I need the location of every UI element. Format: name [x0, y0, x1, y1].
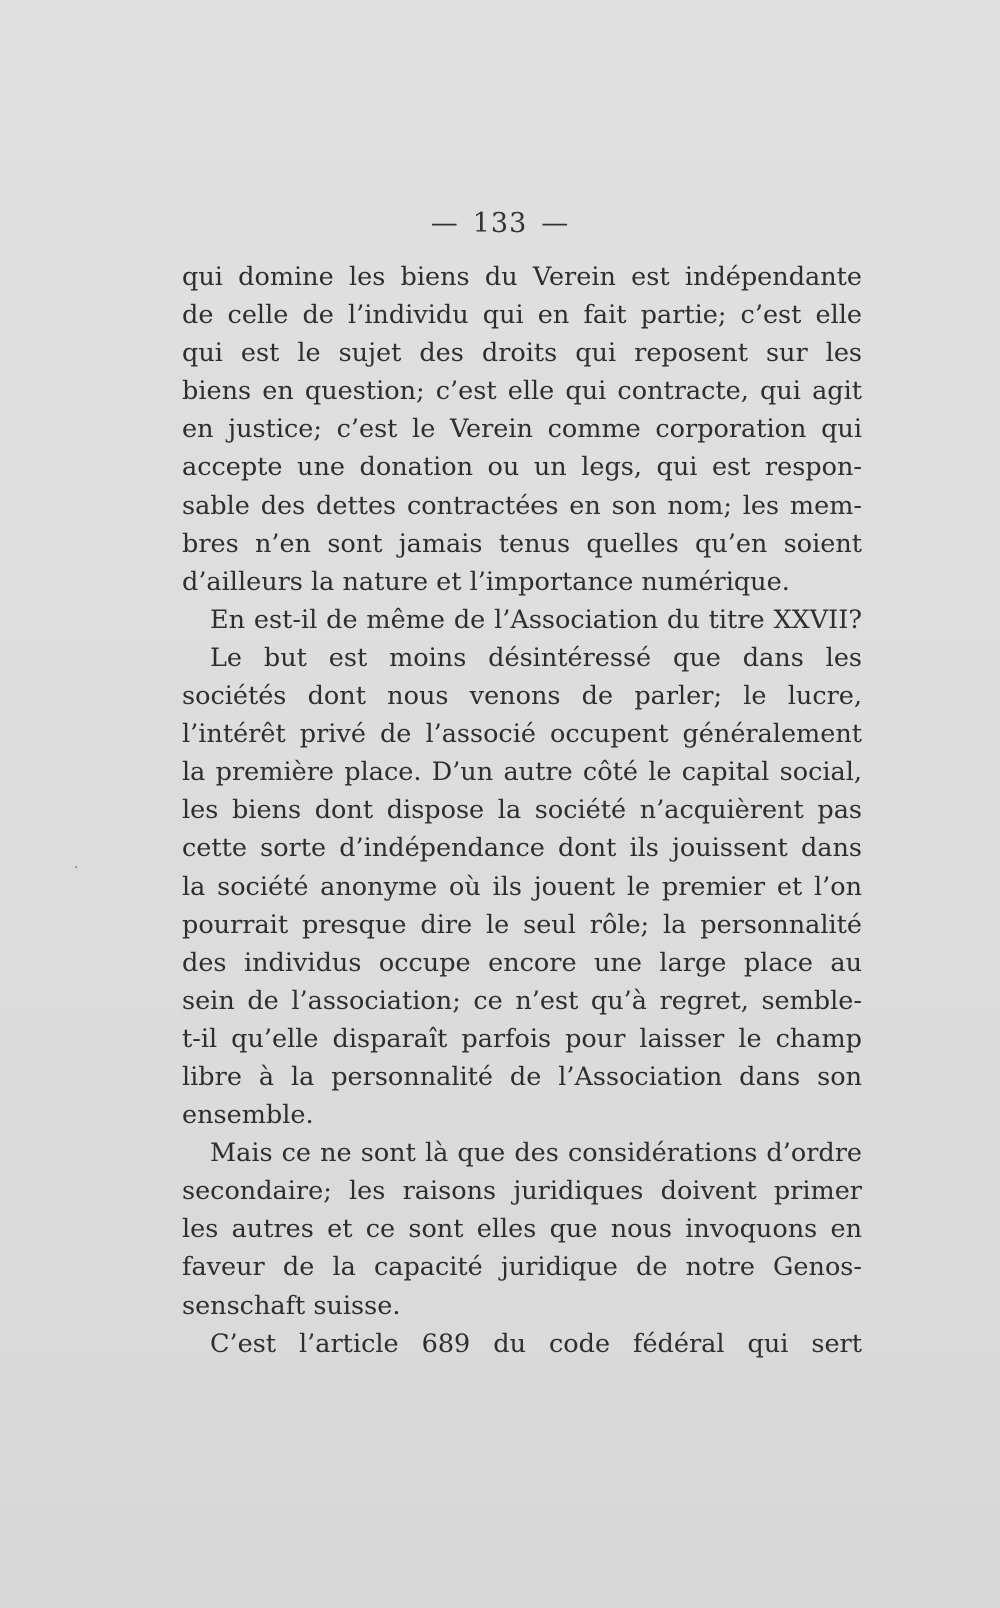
text-line: la première place. D’un autre côté le capital social, [182, 757, 862, 788]
text-line: les biens dont dispose la société n’acquièrent pas [182, 795, 862, 826]
folio-dash-left: — [430, 208, 459, 239]
text-line: la société anonyme où ils jouent le premier et l’on [182, 871, 862, 902]
text-line: senschaft suisse. [182, 1290, 401, 1321]
page-speck: · [74, 860, 79, 876]
text-line: En est-il de même de l’Association du titre XXVII? [210, 604, 862, 635]
body-text [182, 258, 862, 1363]
page-number-value: 133 [472, 208, 528, 239]
text-line: qui domine les biens du Verein est indépendante [182, 262, 862, 292]
text-line: qui est le sujet des droits qui reposent sur les [182, 338, 862, 369]
text-line: faveur de la capacité juridique de notre Genos- [182, 1252, 862, 1283]
text-line: sociétés dont nous venons de parler; le lucre, [182, 681, 862, 712]
text-line: ensemble. [182, 1100, 314, 1131]
text-line: les autres et ce sont elles que nous invoquons en [182, 1214, 862, 1245]
text-line: d’ailleurs la nature et l’importance numérique. [182, 566, 790, 597]
text-line: en justice; c’est le Verein comme corporation qui [182, 414, 862, 445]
text-line: des individus occupe encore une large place au [182, 947, 862, 978]
text-line: t-il qu’elle disparaît parfois pour laisser le champ [182, 1023, 862, 1054]
text-line: C’est l’article 689 du code fédéral qui sert [210, 1328, 862, 1359]
text-line: pourrait presque dire le seul rôle; la personnalité [182, 909, 862, 940]
text-line: sein de l’association; ce n’est qu’à regret, semble- [182, 985, 862, 1016]
text-line: sable des dettes contractées en son nom; les mem- [182, 490, 862, 521]
text-line: bres n’en sont jamais tenus quelles qu’en soient [182, 528, 862, 559]
text-line: biens en question; c’est elle qui contracte, qui agit [182, 376, 862, 407]
page-number [0, 208, 1000, 239]
text-line: libre à la personnalité de l’Association dans son [182, 1061, 862, 1092]
folio-dash-right: — [541, 208, 570, 239]
text-line: l’intérêt privé de l’associé occupent généralement [182, 719, 862, 750]
text-line: cette sorte d’indépendance dont ils jouissent dans [182, 833, 862, 864]
text-line: accepte une donation ou un legs, qui est respon- [182, 452, 862, 483]
text-line: Mais ce ne sont là que des considérations d’ordre [210, 1138, 862, 1169]
text-line: Le but est moins désintéressé que dans les [210, 642, 862, 673]
text-line: de celle de l’individu qui en fait partie; c’est elle [182, 300, 862, 331]
text-line: secondaire; les raisons juridiques doivent primer [182, 1176, 862, 1207]
